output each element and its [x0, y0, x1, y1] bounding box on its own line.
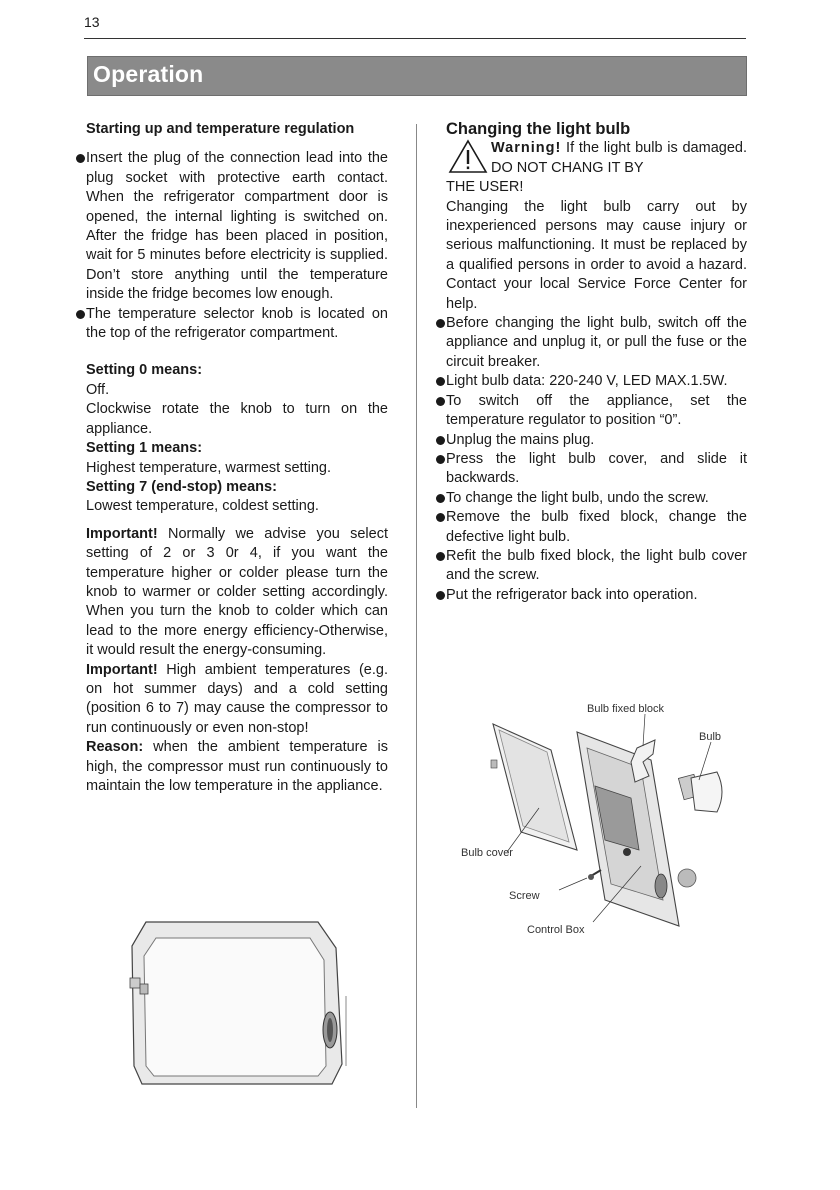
setting-7-label: Setting 7 (end-stop) means: — [86, 478, 277, 495]
setting-1-text: Highest temperature, warmest setting. — [86, 459, 331, 476]
step-back-to-operation: Put the refrigerator back into operation. — [446, 586, 747, 605]
left-heading: Starting up and temperature regulation — [86, 121, 355, 137]
important-note-2: Important! High ambient temperatures (e.g. on hot summer days) and a cold setting (position 6 to 7) may cause the compressor to run continuously or even non-stop! — [86, 661, 388, 736]
light-bulb-exploded-diagram — [455, 700, 745, 940]
section-title: Operation — [93, 61, 204, 87]
setting-7-text: Lowest temperature, coldest setting. — [86, 498, 319, 515]
step-refit: Refit the bulb fixed block, the light bulb cover and the screw. — [446, 547, 747, 586]
step-remove-block: Remove the bulb fixed block, change the defective light bulb. — [446, 508, 747, 547]
control-box-illustration — [128, 916, 350, 1088]
label-bulb-cover: Bulb cover — [461, 847, 513, 859]
reason-note: Reason: when the ambient temperature is high, the compressor must run continuously to maintain the low temperature in the appliance. — [86, 739, 388, 794]
right-column — [446, 120, 747, 605]
step-press-cover: Press the light bulb cover, and slide it backwards. — [446, 450, 747, 489]
step-undo-screw: To change the light bulb, undo the screw. — [446, 489, 747, 508]
warning-box — [446, 139, 747, 178]
step-unplug: Unplug the mains plug. — [446, 431, 747, 450]
section-header-bar — [87, 56, 747, 96]
setting-0-label: Setting 0 means: — [86, 362, 203, 379]
warning-tail: THE USER! — [446, 179, 524, 196]
column-divider — [416, 124, 417, 1108]
header-rule — [84, 38, 746, 39]
warning-body: Changing the light bulb carry out by inexperienced persons may cause injury or serious malfunctioning. It must be replaced by a qualified persons in order to avoid a hazard. Contact your local Service Force Center for help. — [446, 198, 747, 312]
step-switch-off: Before changing the light bulb, switch off the appliance and unplug it, or pull the fuse or the circuit breaker. — [446, 314, 747, 372]
label-screw: Screw — [509, 890, 540, 902]
setting-0-text: Off. Clockwise rotate the knob to turn on the appliance. — [86, 381, 388, 437]
step-bulb-data: Light bulb data: 220-240 V, LED MAX.1.5W. — [446, 372, 747, 391]
bullet-insert-plug: Insert the plug of the connection lead into the plug socket with protective earth contact. When the refrigerator compartment door is opened, the internal lighting is switched on. After the fridge has been placed in position, wait for 5 minutes before electricity is supplied. Don’t store anything until the temperature inside the fridge becomes low enough. — [86, 149, 388, 304]
label-bulb-fixed-block: Bulb fixed block — [587, 703, 665, 715]
screw-part — [588, 870, 601, 880]
right-heading: Changing the light bulb — [446, 120, 631, 138]
bulb-part — [678, 772, 722, 812]
page-number: 13 — [84, 14, 100, 30]
important-note-1: Important! Normally we advise you select setting of 2 or 3 0r 4, if you want the temperature higher or colder please turn the knob to warmer or colder setting accordingly. When you turn the knob to colder which can lead to the more energy efficiency-Otherwise, it would result the energy-consuming. — [86, 525, 388, 659]
bullet-knob-location: The temperature selector knob is located on the top of the refrigerator compartment. — [86, 305, 388, 344]
setting-1-label: Setting 1 means: — [86, 440, 203, 457]
bulb-cover-part — [491, 724, 577, 850]
warning-text: Warning! If the light bulb is damaged. DO NOT CHANG IT BY — [491, 140, 747, 176]
label-bulb: Bulb — [699, 731, 722, 743]
label-control-box: Control Box — [527, 924, 585, 936]
step-set-zero: To switch off the appliance, set the temperature regulator to position “0”. — [446, 392, 747, 431]
left-column — [86, 120, 388, 796]
warning-triangle-icon — [448, 139, 488, 175]
